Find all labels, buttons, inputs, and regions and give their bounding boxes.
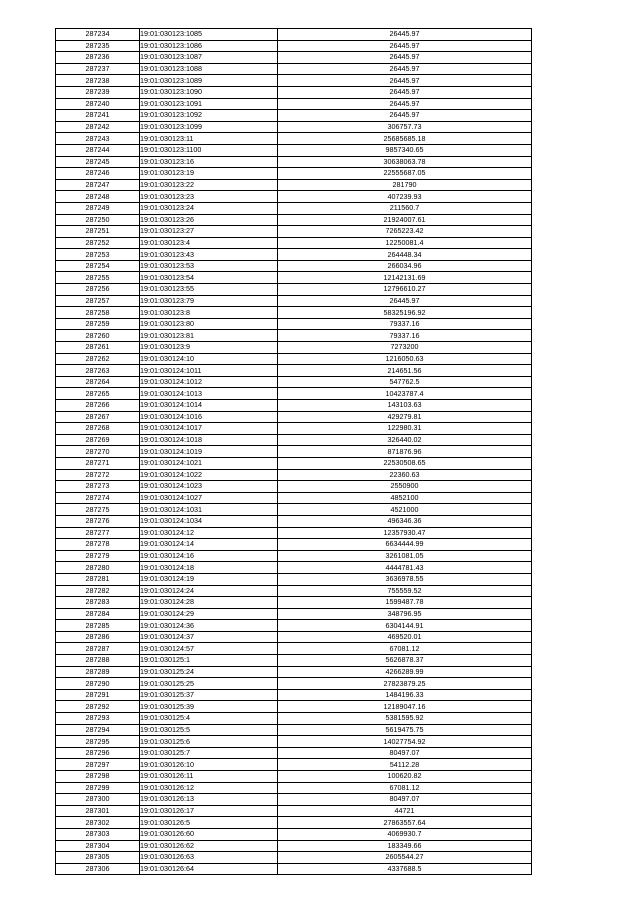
cadastral-number-cell: 19:01:030123:81 xyxy=(140,330,278,342)
cadastral-number-cell: 19:01:030124:19 xyxy=(140,573,278,585)
row-number-cell: 287306 xyxy=(56,863,140,875)
row-number-cell: 287302 xyxy=(56,817,140,829)
cadastral-number-cell: 19:01:030124:16 xyxy=(140,550,278,562)
value-cell: 7265223.42 xyxy=(278,226,532,238)
value-cell: 348796.95 xyxy=(278,608,532,620)
table-row xyxy=(56,562,532,574)
value-cell: 5619475.75 xyxy=(278,724,532,736)
value-cell: 10423787.4 xyxy=(278,388,532,400)
cadastral-number-cell: 19:01:030123:1086 xyxy=(140,40,278,52)
row-number-cell: 287283 xyxy=(56,597,140,609)
value-cell: 26445.97 xyxy=(278,86,532,98)
cadastral-number-cell: 19:01:030125:7 xyxy=(140,747,278,759)
value-cell: 26445.97 xyxy=(278,29,532,41)
row-number-cell: 287262 xyxy=(56,353,140,365)
table-row xyxy=(56,504,532,516)
cadastral-number-cell: 19:01:030126:12 xyxy=(140,782,278,794)
row-number-cell: 287274 xyxy=(56,492,140,504)
value-cell: 4337688.5 xyxy=(278,863,532,875)
row-number-cell: 287246 xyxy=(56,168,140,180)
row-number-cell: 287300 xyxy=(56,794,140,806)
table-row xyxy=(56,678,532,690)
row-number-cell: 287237 xyxy=(56,63,140,75)
table-row xyxy=(56,110,532,122)
value-cell: 871876.96 xyxy=(278,446,532,458)
value-cell: 4069930.7 xyxy=(278,828,532,840)
cadastral-number-cell: 19:01:030124:12 xyxy=(140,527,278,539)
table-row xyxy=(56,411,532,423)
table-row xyxy=(56,191,532,203)
cadastral-number-cell: 19:01:030125:5 xyxy=(140,724,278,736)
cadastral-number-cell: 19:01:030124:1023 xyxy=(140,481,278,493)
value-cell: 22530508.65 xyxy=(278,457,532,469)
cadastral-number-cell: 19:01:030123:79 xyxy=(140,295,278,307)
value-cell: 547762.5 xyxy=(278,376,532,388)
value-cell: 4521000 xyxy=(278,504,532,516)
value-cell: 7273200 xyxy=(278,342,532,354)
value-cell: 407239.93 xyxy=(278,191,532,203)
table-row xyxy=(56,226,532,238)
value-cell: 79337.16 xyxy=(278,330,532,342)
row-number-cell: 287245 xyxy=(56,156,140,168)
row-number-cell: 287254 xyxy=(56,260,140,272)
cadastral-number-cell: 19:01:030124:1017 xyxy=(140,423,278,435)
row-number-cell: 287298 xyxy=(56,771,140,783)
row-number-cell: 287276 xyxy=(56,515,140,527)
row-number-cell: 287266 xyxy=(56,400,140,412)
row-number-cell: 287258 xyxy=(56,307,140,319)
value-cell: 211560.7 xyxy=(278,202,532,214)
row-number-cell: 287290 xyxy=(56,678,140,690)
cadastral-number-cell: 19:01:030124:57 xyxy=(140,643,278,655)
cadastral-number-cell: 19:01:030124:18 xyxy=(140,562,278,574)
value-cell: 3261081.05 xyxy=(278,550,532,562)
table-row xyxy=(56,863,532,875)
cadastral-number-cell: 19:01:030125:25 xyxy=(140,678,278,690)
row-number-cell: 287268 xyxy=(56,423,140,435)
table-row xyxy=(56,179,532,191)
value-cell: 79337.16 xyxy=(278,318,532,330)
row-number-cell: 287286 xyxy=(56,631,140,643)
cadastral-number-cell: 19:01:030124:36 xyxy=(140,620,278,632)
table-row xyxy=(56,144,532,156)
row-number-cell: 287291 xyxy=(56,689,140,701)
value-cell: 6634444.99 xyxy=(278,539,532,551)
table-row xyxy=(56,98,532,110)
value-cell: 26445.97 xyxy=(278,98,532,110)
table-row xyxy=(56,133,532,145)
value-cell: 5626878.37 xyxy=(278,655,532,667)
cadastral-number-cell: 19:01:030123:1099 xyxy=(140,121,278,133)
cadastral-number-cell: 19:01:030123:43 xyxy=(140,249,278,261)
cadastral-number-cell: 19:01:030124:1014 xyxy=(140,400,278,412)
row-number-cell: 287279 xyxy=(56,550,140,562)
cadastral-number-cell: 19:01:030124:37 xyxy=(140,631,278,643)
table-row xyxy=(56,747,532,759)
value-cell: 26445.97 xyxy=(278,63,532,75)
row-number-cell: 287240 xyxy=(56,98,140,110)
value-cell: 266034.96 xyxy=(278,260,532,272)
cadastral-number-cell: 19:01:030124:1016 xyxy=(140,411,278,423)
table-row xyxy=(56,365,532,377)
value-cell: 4444781.43 xyxy=(278,562,532,574)
value-cell: 326440.02 xyxy=(278,434,532,446)
cadastral-number-cell: 19:01:030124:1034 xyxy=(140,515,278,527)
cadastral-number-cell: 19:01:030123:8 xyxy=(140,307,278,319)
row-number-cell: 287292 xyxy=(56,701,140,713)
table-row xyxy=(56,481,532,493)
value-cell: 26445.97 xyxy=(278,295,532,307)
value-cell: 4266289.99 xyxy=(278,666,532,678)
cadastral-number-cell: 19:01:030123:19 xyxy=(140,168,278,180)
value-cell: 4852100 xyxy=(278,492,532,504)
row-number-cell: 287299 xyxy=(56,782,140,794)
cadastral-number-cell: 19:01:030123:1092 xyxy=(140,110,278,122)
value-cell: 1484196.33 xyxy=(278,689,532,701)
table-row xyxy=(56,608,532,620)
cadastral-number-cell: 19:01:030124:1012 xyxy=(140,376,278,388)
cadastral-number-cell: 19:01:030123:26 xyxy=(140,214,278,226)
table-row xyxy=(56,284,532,296)
cadastral-number-cell: 19:01:030126:63 xyxy=(140,852,278,864)
row-number-cell: 287235 xyxy=(56,40,140,52)
value-cell: 9857340.65 xyxy=(278,144,532,156)
cadastral-number-cell: 19:01:030123:1087 xyxy=(140,52,278,64)
cadastral-number-cell: 19:01:030124:29 xyxy=(140,608,278,620)
table-row xyxy=(56,168,532,180)
row-number-cell: 287264 xyxy=(56,376,140,388)
row-number-cell: 287242 xyxy=(56,121,140,133)
value-cell: 30638063.78 xyxy=(278,156,532,168)
value-cell: 183349.66 xyxy=(278,840,532,852)
cadastral-number-cell: 19:01:030124:1027 xyxy=(140,492,278,504)
cadastral-number-cell: 19:01:030124:28 xyxy=(140,597,278,609)
cadastral-number-cell: 19:01:030123:1085 xyxy=(140,29,278,41)
row-number-cell: 287259 xyxy=(56,318,140,330)
table-row xyxy=(56,295,532,307)
value-cell: 58325196.92 xyxy=(278,307,532,319)
row-number-cell: 287241 xyxy=(56,110,140,122)
value-cell: 26445.97 xyxy=(278,75,532,87)
table-row xyxy=(56,527,532,539)
table-row xyxy=(56,539,532,551)
row-number-cell: 287284 xyxy=(56,608,140,620)
value-cell: 122980.31 xyxy=(278,423,532,435)
table-row xyxy=(56,515,532,527)
value-cell: 44721 xyxy=(278,805,532,817)
table-row xyxy=(56,376,532,388)
cadastral-number-cell: 19:01:030123:55 xyxy=(140,284,278,296)
table-row xyxy=(56,202,532,214)
table-row xyxy=(56,29,532,41)
table-row xyxy=(56,457,532,469)
table-row xyxy=(56,817,532,829)
row-number-cell: 287278 xyxy=(56,539,140,551)
table-row xyxy=(56,214,532,226)
value-cell: 214651.56 xyxy=(278,365,532,377)
cadastral-number-cell: 19:01:030125:39 xyxy=(140,701,278,713)
table-row xyxy=(56,156,532,168)
row-number-cell: 287289 xyxy=(56,666,140,678)
value-cell: 12142131.69 xyxy=(278,272,532,284)
value-cell: 469520.01 xyxy=(278,631,532,643)
cadastral-number-cell: 19:01:030123:23 xyxy=(140,191,278,203)
cadastral-number-cell: 19:01:030126:10 xyxy=(140,759,278,771)
table-row xyxy=(56,550,532,562)
cadastral-number-cell: 19:01:030124:1022 xyxy=(140,469,278,481)
cadastral-number-cell: 19:01:030126:13 xyxy=(140,794,278,806)
cadastral-number-cell: 19:01:030123:1088 xyxy=(140,63,278,75)
value-cell: 496346.36 xyxy=(278,515,532,527)
table-row xyxy=(56,342,532,354)
cadastral-number-cell: 19:01:030124:1013 xyxy=(140,388,278,400)
ledger-table xyxy=(55,28,532,875)
value-cell: 67081.12 xyxy=(278,643,532,655)
row-number-cell: 287267 xyxy=(56,411,140,423)
table-row xyxy=(56,655,532,667)
row-number-cell: 287238 xyxy=(56,75,140,87)
table-row xyxy=(56,423,532,435)
value-cell: 21924007.61 xyxy=(278,214,532,226)
row-number-cell: 287296 xyxy=(56,747,140,759)
cadastral-number-cell: 19:01:030125:24 xyxy=(140,666,278,678)
table-row xyxy=(56,643,532,655)
row-number-cell: 287271 xyxy=(56,457,140,469)
row-number-cell: 287281 xyxy=(56,573,140,585)
value-cell: 12357930.47 xyxy=(278,527,532,539)
value-cell: 264448.34 xyxy=(278,249,532,261)
value-cell: 25685685.18 xyxy=(278,133,532,145)
table-row xyxy=(56,828,532,840)
row-number-cell: 287280 xyxy=(56,562,140,574)
cadastral-number-cell: 19:01:030124:14 xyxy=(140,539,278,551)
row-number-cell: 287256 xyxy=(56,284,140,296)
cadastral-number-cell: 19:01:030123:80 xyxy=(140,318,278,330)
cadastral-number-cell: 19:01:030124:1011 xyxy=(140,365,278,377)
row-number-cell: 287239 xyxy=(56,86,140,98)
table-row xyxy=(56,782,532,794)
cadastral-number-cell: 19:01:030123:16 xyxy=(140,156,278,168)
table-row xyxy=(56,469,532,481)
value-cell: 14027754.92 xyxy=(278,736,532,748)
row-number-cell: 287301 xyxy=(56,805,140,817)
cadastral-number-cell: 19:01:030123:4 xyxy=(140,237,278,249)
row-number-cell: 287244 xyxy=(56,144,140,156)
cadastral-number-cell: 19:01:030123:54 xyxy=(140,272,278,284)
value-cell: 2605544.27 xyxy=(278,852,532,864)
value-cell: 281790 xyxy=(278,179,532,191)
table-row xyxy=(56,272,532,284)
table-row xyxy=(56,713,532,725)
table-row xyxy=(56,63,532,75)
table-row xyxy=(56,86,532,98)
row-number-cell: 287247 xyxy=(56,179,140,191)
table-row xyxy=(56,701,532,713)
value-cell: 12250081.4 xyxy=(278,237,532,249)
cadastral-number-cell: 19:01:030126:62 xyxy=(140,840,278,852)
value-cell: 67081.12 xyxy=(278,782,532,794)
row-number-cell: 287252 xyxy=(56,237,140,249)
cadastral-number-cell: 19:01:030123:53 xyxy=(140,260,278,272)
row-number-cell: 287255 xyxy=(56,272,140,284)
table-row xyxy=(56,794,532,806)
row-number-cell: 287305 xyxy=(56,852,140,864)
cadastral-number-cell: 19:01:030126:17 xyxy=(140,805,278,817)
cadastral-number-cell: 19:01:030125:4 xyxy=(140,713,278,725)
table-row xyxy=(56,631,532,643)
table-row xyxy=(56,805,532,817)
value-cell: 100620.82 xyxy=(278,771,532,783)
value-cell: 3636978.55 xyxy=(278,573,532,585)
value-cell: 80497.07 xyxy=(278,794,532,806)
value-cell: 22555687.05 xyxy=(278,168,532,180)
row-number-cell: 287294 xyxy=(56,724,140,736)
value-cell: 2550900 xyxy=(278,481,532,493)
table-row xyxy=(56,852,532,864)
value-cell: 143103.63 xyxy=(278,400,532,412)
table-row xyxy=(56,771,532,783)
cadastral-number-cell: 19:01:030123:1100 xyxy=(140,144,278,156)
table-row xyxy=(56,492,532,504)
row-number-cell: 287293 xyxy=(56,713,140,725)
row-number-cell: 287265 xyxy=(56,388,140,400)
row-number-cell: 287248 xyxy=(56,191,140,203)
table-row xyxy=(56,573,532,585)
cadastral-number-cell: 19:01:030123:1090 xyxy=(140,86,278,98)
cadastral-number-cell: 19:01:030125:6 xyxy=(140,736,278,748)
row-number-cell: 287236 xyxy=(56,52,140,64)
cadastral-number-cell: 19:01:030123:22 xyxy=(140,179,278,191)
row-number-cell: 287282 xyxy=(56,585,140,597)
row-number-cell: 287263 xyxy=(56,365,140,377)
row-number-cell: 287273 xyxy=(56,481,140,493)
value-cell: 26445.97 xyxy=(278,110,532,122)
cadastral-number-cell: 19:01:030124:1031 xyxy=(140,504,278,516)
table-row xyxy=(56,249,532,261)
table-row xyxy=(56,75,532,87)
row-number-cell: 287270 xyxy=(56,446,140,458)
row-number-cell: 287261 xyxy=(56,342,140,354)
value-cell: 1216050.63 xyxy=(278,353,532,365)
table-row xyxy=(56,736,532,748)
row-number-cell: 287304 xyxy=(56,840,140,852)
cadastral-number-cell: 19:01:030125:1 xyxy=(140,655,278,667)
row-number-cell: 287243 xyxy=(56,133,140,145)
cadastral-number-cell: 19:01:030124:1019 xyxy=(140,446,278,458)
table-row xyxy=(56,724,532,736)
cadastral-number-cell: 19:01:030123:9 xyxy=(140,342,278,354)
cadastral-number-cell: 19:01:030126:60 xyxy=(140,828,278,840)
row-number-cell: 287257 xyxy=(56,295,140,307)
table-row xyxy=(56,400,532,412)
row-number-cell: 287303 xyxy=(56,828,140,840)
value-cell: 6304144.91 xyxy=(278,620,532,632)
row-number-cell: 287234 xyxy=(56,29,140,41)
table-row xyxy=(56,237,532,249)
row-number-cell: 287285 xyxy=(56,620,140,632)
value-cell: 12189047.16 xyxy=(278,701,532,713)
table-row xyxy=(56,52,532,64)
table-row xyxy=(56,597,532,609)
value-cell: 5381595.92 xyxy=(278,713,532,725)
row-number-cell: 287260 xyxy=(56,330,140,342)
value-cell: 80497.07 xyxy=(278,747,532,759)
cadastral-number-cell: 19:01:030123:1091 xyxy=(140,98,278,110)
table-row xyxy=(56,307,532,319)
table-row xyxy=(56,446,532,458)
cadastral-number-cell: 19:01:030125:37 xyxy=(140,689,278,701)
table-row xyxy=(56,840,532,852)
row-number-cell: 287295 xyxy=(56,736,140,748)
table-row xyxy=(56,434,532,446)
value-cell: 26445.97 xyxy=(278,40,532,52)
value-cell: 429279.81 xyxy=(278,411,532,423)
table-row xyxy=(56,759,532,771)
cadastral-number-cell: 19:01:030126:11 xyxy=(140,771,278,783)
cadastral-number-cell: 19:01:030123:24 xyxy=(140,202,278,214)
cadastral-number-cell: 19:01:030124:1018 xyxy=(140,434,278,446)
cadastral-number-cell: 19:01:030123:1089 xyxy=(140,75,278,87)
cadastral-number-cell: 19:01:030124:10 xyxy=(140,353,278,365)
value-cell: 755559.52 xyxy=(278,585,532,597)
value-cell: 12796610.27 xyxy=(278,284,532,296)
table-row xyxy=(56,388,532,400)
cadastral-number-cell: 19:01:030123:27 xyxy=(140,226,278,238)
row-number-cell: 287277 xyxy=(56,527,140,539)
table-row xyxy=(56,620,532,632)
table-row xyxy=(56,330,532,342)
cadastral-number-cell: 19:01:030126:5 xyxy=(140,817,278,829)
cadastral-number-cell: 19:01:030126:64 xyxy=(140,863,278,875)
table-row xyxy=(56,318,532,330)
table-row xyxy=(56,666,532,678)
ledger-body xyxy=(56,29,532,875)
value-cell: 54112.28 xyxy=(278,759,532,771)
row-number-cell: 287272 xyxy=(56,469,140,481)
value-cell: 27863557.64 xyxy=(278,817,532,829)
table-row xyxy=(56,689,532,701)
value-cell: 26445.97 xyxy=(278,52,532,64)
table-row xyxy=(56,585,532,597)
table-row xyxy=(56,121,532,133)
table-row xyxy=(56,40,532,52)
value-cell: 27823879.25 xyxy=(278,678,532,690)
row-number-cell: 287287 xyxy=(56,643,140,655)
row-number-cell: 287288 xyxy=(56,655,140,667)
value-cell: 1599487.78 xyxy=(278,597,532,609)
cadastral-number-cell: 19:01:030124:1021 xyxy=(140,457,278,469)
table-row xyxy=(56,260,532,272)
cadastral-number-cell: 19:01:030123:11 xyxy=(140,133,278,145)
row-number-cell: 287253 xyxy=(56,249,140,261)
row-number-cell: 287297 xyxy=(56,759,140,771)
row-number-cell: 287275 xyxy=(56,504,140,516)
cadastral-number-cell: 19:01:030124:24 xyxy=(140,585,278,597)
value-cell: 22360.63 xyxy=(278,469,532,481)
row-number-cell: 287269 xyxy=(56,434,140,446)
value-cell: 306757.73 xyxy=(278,121,532,133)
row-number-cell: 287251 xyxy=(56,226,140,238)
row-number-cell: 287249 xyxy=(56,202,140,214)
table-row xyxy=(56,353,532,365)
row-number-cell: 287250 xyxy=(56,214,140,226)
